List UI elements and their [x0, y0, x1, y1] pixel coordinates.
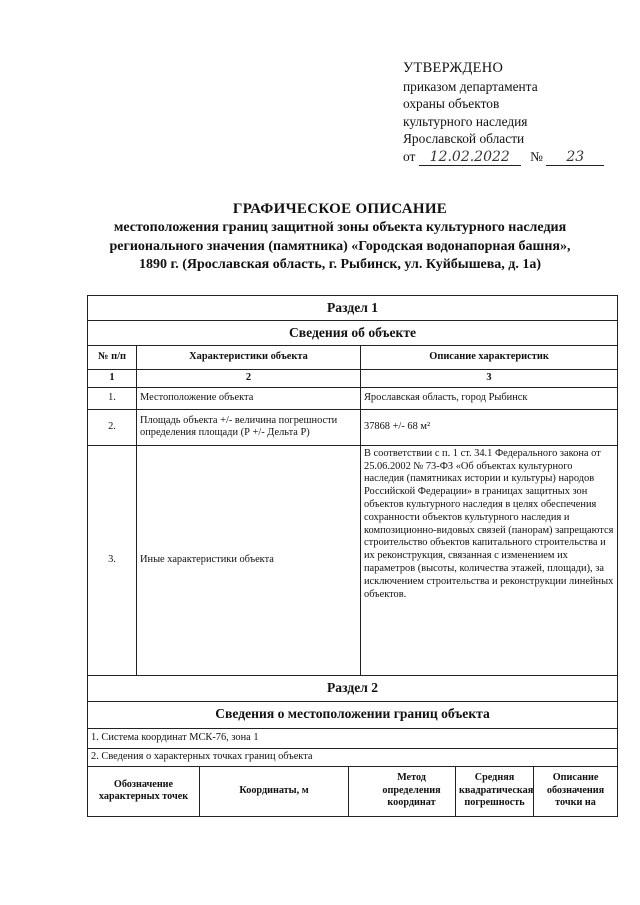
date-prefix: от [403, 148, 416, 164]
number-prefix: № [530, 148, 543, 164]
object-description-table [87, 295, 618, 817]
row-num: 3. [88, 445, 137, 675]
approval-date-line [403, 148, 623, 166]
col-coordinates: Координаты, м [200, 766, 349, 816]
title-line-2: местоположения границ защитной зоны объекта культурного наследия [113, 219, 567, 235]
title-line-3: регионального значения (памятника) «Городская водонапорная башня», [109, 238, 571, 254]
col-header-description: Описание характеристик [361, 346, 618, 370]
row-num: 1. [88, 387, 137, 409]
col-number-1: 1 [88, 370, 137, 388]
row-characteristic: Площадь объекта +/- величина погрешности определения площади (Р +/- Дельта Р) [137, 409, 361, 445]
row-num: 2. [88, 409, 137, 445]
col-point-designation: Обозначение характерных точек [88, 766, 200, 816]
section2-title: Раздел 2 [88, 675, 618, 701]
approval-heading: УТВЕРЖДЕНО [403, 60, 504, 76]
col-rmse: Средняя квадратическая погрешность [456, 766, 534, 816]
row-description: В соответствии с п. 1 ст. 34.1 Федерального закона от 25.06.2002 № 73-ФЗ «Об объектах культурного наследия (памятниках истории и культуры) народов Российской Федерации» в границах защитных зон объектов культурного наследия в целях обеспечения сохранности объектов культурного наследия и композиционно-видовых связей (панорам) запрещаются строительство объектов капитального строительства и их реконструкция, связанная с изменением их параметров (высоты, количества этажей, площади), за исключением строительства и реконструкции линейных объектов. [361, 445, 618, 675]
approval-number: 23 [546, 150, 604, 166]
row-description: 37868 +/- 68 м² [361, 409, 618, 445]
col-number-2: 2 [137, 370, 361, 388]
col-header-characteristic: Характеристики объекта [137, 346, 361, 370]
title-line-4: 1890 г. (Ярославская область, г. Рыбинск, ул. Куйбышева, д. 1а) [138, 257, 542, 273]
section1-subtitle: Сведения об объекте [88, 321, 618, 346]
row-characteristic: Местоположение объекта [137, 387, 361, 409]
document-title [80, 200, 600, 275]
approval-date: 12.02.2022 [419, 150, 521, 166]
row-characteristic: Иные характеристики объекта [137, 445, 361, 675]
approval-block [403, 60, 623, 166]
col-header-num: № п/п [88, 346, 137, 370]
approval-line-3: культурного наследия [403, 113, 528, 129]
approval-line-2: охраны объектов [403, 96, 500, 112]
table-row [88, 387, 618, 409]
boundary-points-heading: 2. Сведения о характерных точках границ объекта [88, 748, 618, 766]
table-row [88, 445, 618, 675]
table-row [88, 409, 618, 445]
col-method: Метод определения координат [349, 766, 456, 816]
title-line-1: ГРАФИЧЕСКОЕ ОПИСАНИЕ [232, 201, 448, 217]
section2-subtitle: Сведения о местоположении границ объекта [88, 701, 618, 728]
approval-line-4: Ярославской области [403, 131, 525, 147]
row-description: Ярославская область, город Рыбинск [361, 387, 618, 409]
approval-line-1: приказом департамента [403, 78, 538, 94]
section1-title: Раздел 1 [88, 296, 618, 321]
col-number-3: 3 [361, 370, 618, 388]
coordinate-system: 1. Система координат МСК-76, зона 1 [88, 728, 618, 748]
col-point-description: Описание обозначения точки на [534, 766, 618, 816]
